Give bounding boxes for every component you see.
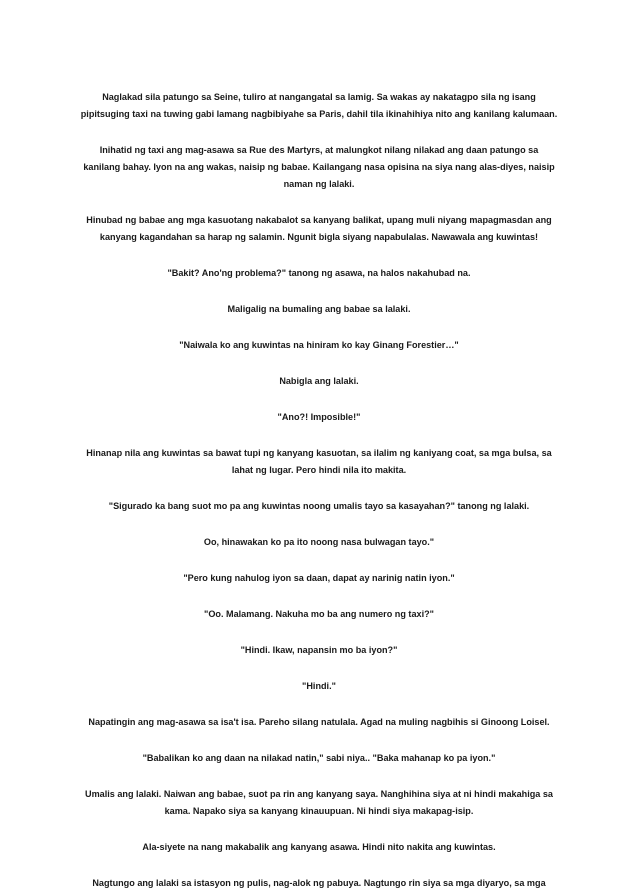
paragraph: Nagtungo ang lalaki sa istasyon ng pulis, nag-alok ng pabuya. Nagtungo rin siya sa mga diyaryo, sa mga xyxy=(92,878,546,888)
paragraph: Inihatid ng taxi ang mag-asawa sa Rue des Martyrs, at malungkot nilang nilakad ang daan patungo sa kanilang bahay. Iyon na ang wakas, naisip ng babae. Kailangang nasa opisina na siya nang alas-diyes, naisip naman ng lalaki. xyxy=(83,145,555,189)
paragraph: Hinanap nila ang kuwintas sa bawat tupi ng kanyang kasuotan, sa ilalim ng kaniyang coat, sa mga bulsa, sa lahat ng lugar. Pero hindi nila ito makita. xyxy=(86,448,552,475)
paragraph: "Hindi." xyxy=(302,681,336,691)
paragraph: "Babalikan ko ang daan na nilakad natin," sabi niya.. "Baka mahanap ko pa iyon." xyxy=(142,753,496,763)
paragraph: "Pero kung nahulog iyon sa daan, dapat ay narinig natin iyon." xyxy=(183,573,455,583)
paragraph: "Oo. Malamang. Nakuha mo ba ang numero ng taxi?" xyxy=(204,609,434,619)
paragraph: "Naiwala ko ang kuwintas na hiniram ko kay Ginang Forestier…" xyxy=(179,340,459,350)
paragraph: Maligalig na bumaling ang babae sa lalaki. xyxy=(227,304,411,314)
paragraph: Naglakad sila patungo sa Seine, tuliro at nangangatal sa lamig. Sa wakas ay nakatagpo sila ng isang pipitsuging taxi na tuwing gabi lamang nagbibiyahe sa Paris, dahil tila ikinahihiya nito ang kanilang kalumaan. xyxy=(80,92,558,119)
paragraph: "Hindi. Ikaw, napansin mo ba iyon?" xyxy=(240,645,398,655)
paragraph: Nabigla ang lalaki. xyxy=(279,376,359,386)
paragraph: Napatingin ang mag-asawa sa isa't isa. Pareho silang natulala. Agad na muling nagbihis si Ginoong Loisel. xyxy=(88,717,550,727)
paragraph: Hinubad ng babae ang mga kasuotang nakabalot sa kanyang balikat, upang muli niyang mapagmasdan ang kanyang kagandahan sa harap ng salamin. Ngunit bigla siyang napabulalas. Nawawala ang kuwintas! xyxy=(86,215,552,242)
paragraph: Oo, hinawakan ko pa ito noong nasa bulwagan tayo." xyxy=(203,537,435,547)
document-page xyxy=(80,89,558,892)
paragraph: "Ano?! Imposible!" xyxy=(277,412,361,422)
paragraph: Umalis ang lalaki. Naiwan ang babae, suot pa rin ang kanyang saya. Nanghihina siya at ni hindi makahiga sa kama. Napako siya sa kanyang kinauupuan. Ni hindi siya makapag-isip. xyxy=(85,789,553,816)
paragraph: "Bakit? Ano'ng problema?" tanong ng asawa, na halos nakahubad na. xyxy=(167,268,471,278)
paragraph: "Sigurado ka bang suot mo pa ang kuwintas noong umalis tayo sa kasayahan?" tanong ng lalaki. xyxy=(108,501,530,511)
paragraph: Ala-siyete na nang makabalik ang kanyang asawa. Hindi nito nakita ang kuwintas. xyxy=(142,842,496,852)
